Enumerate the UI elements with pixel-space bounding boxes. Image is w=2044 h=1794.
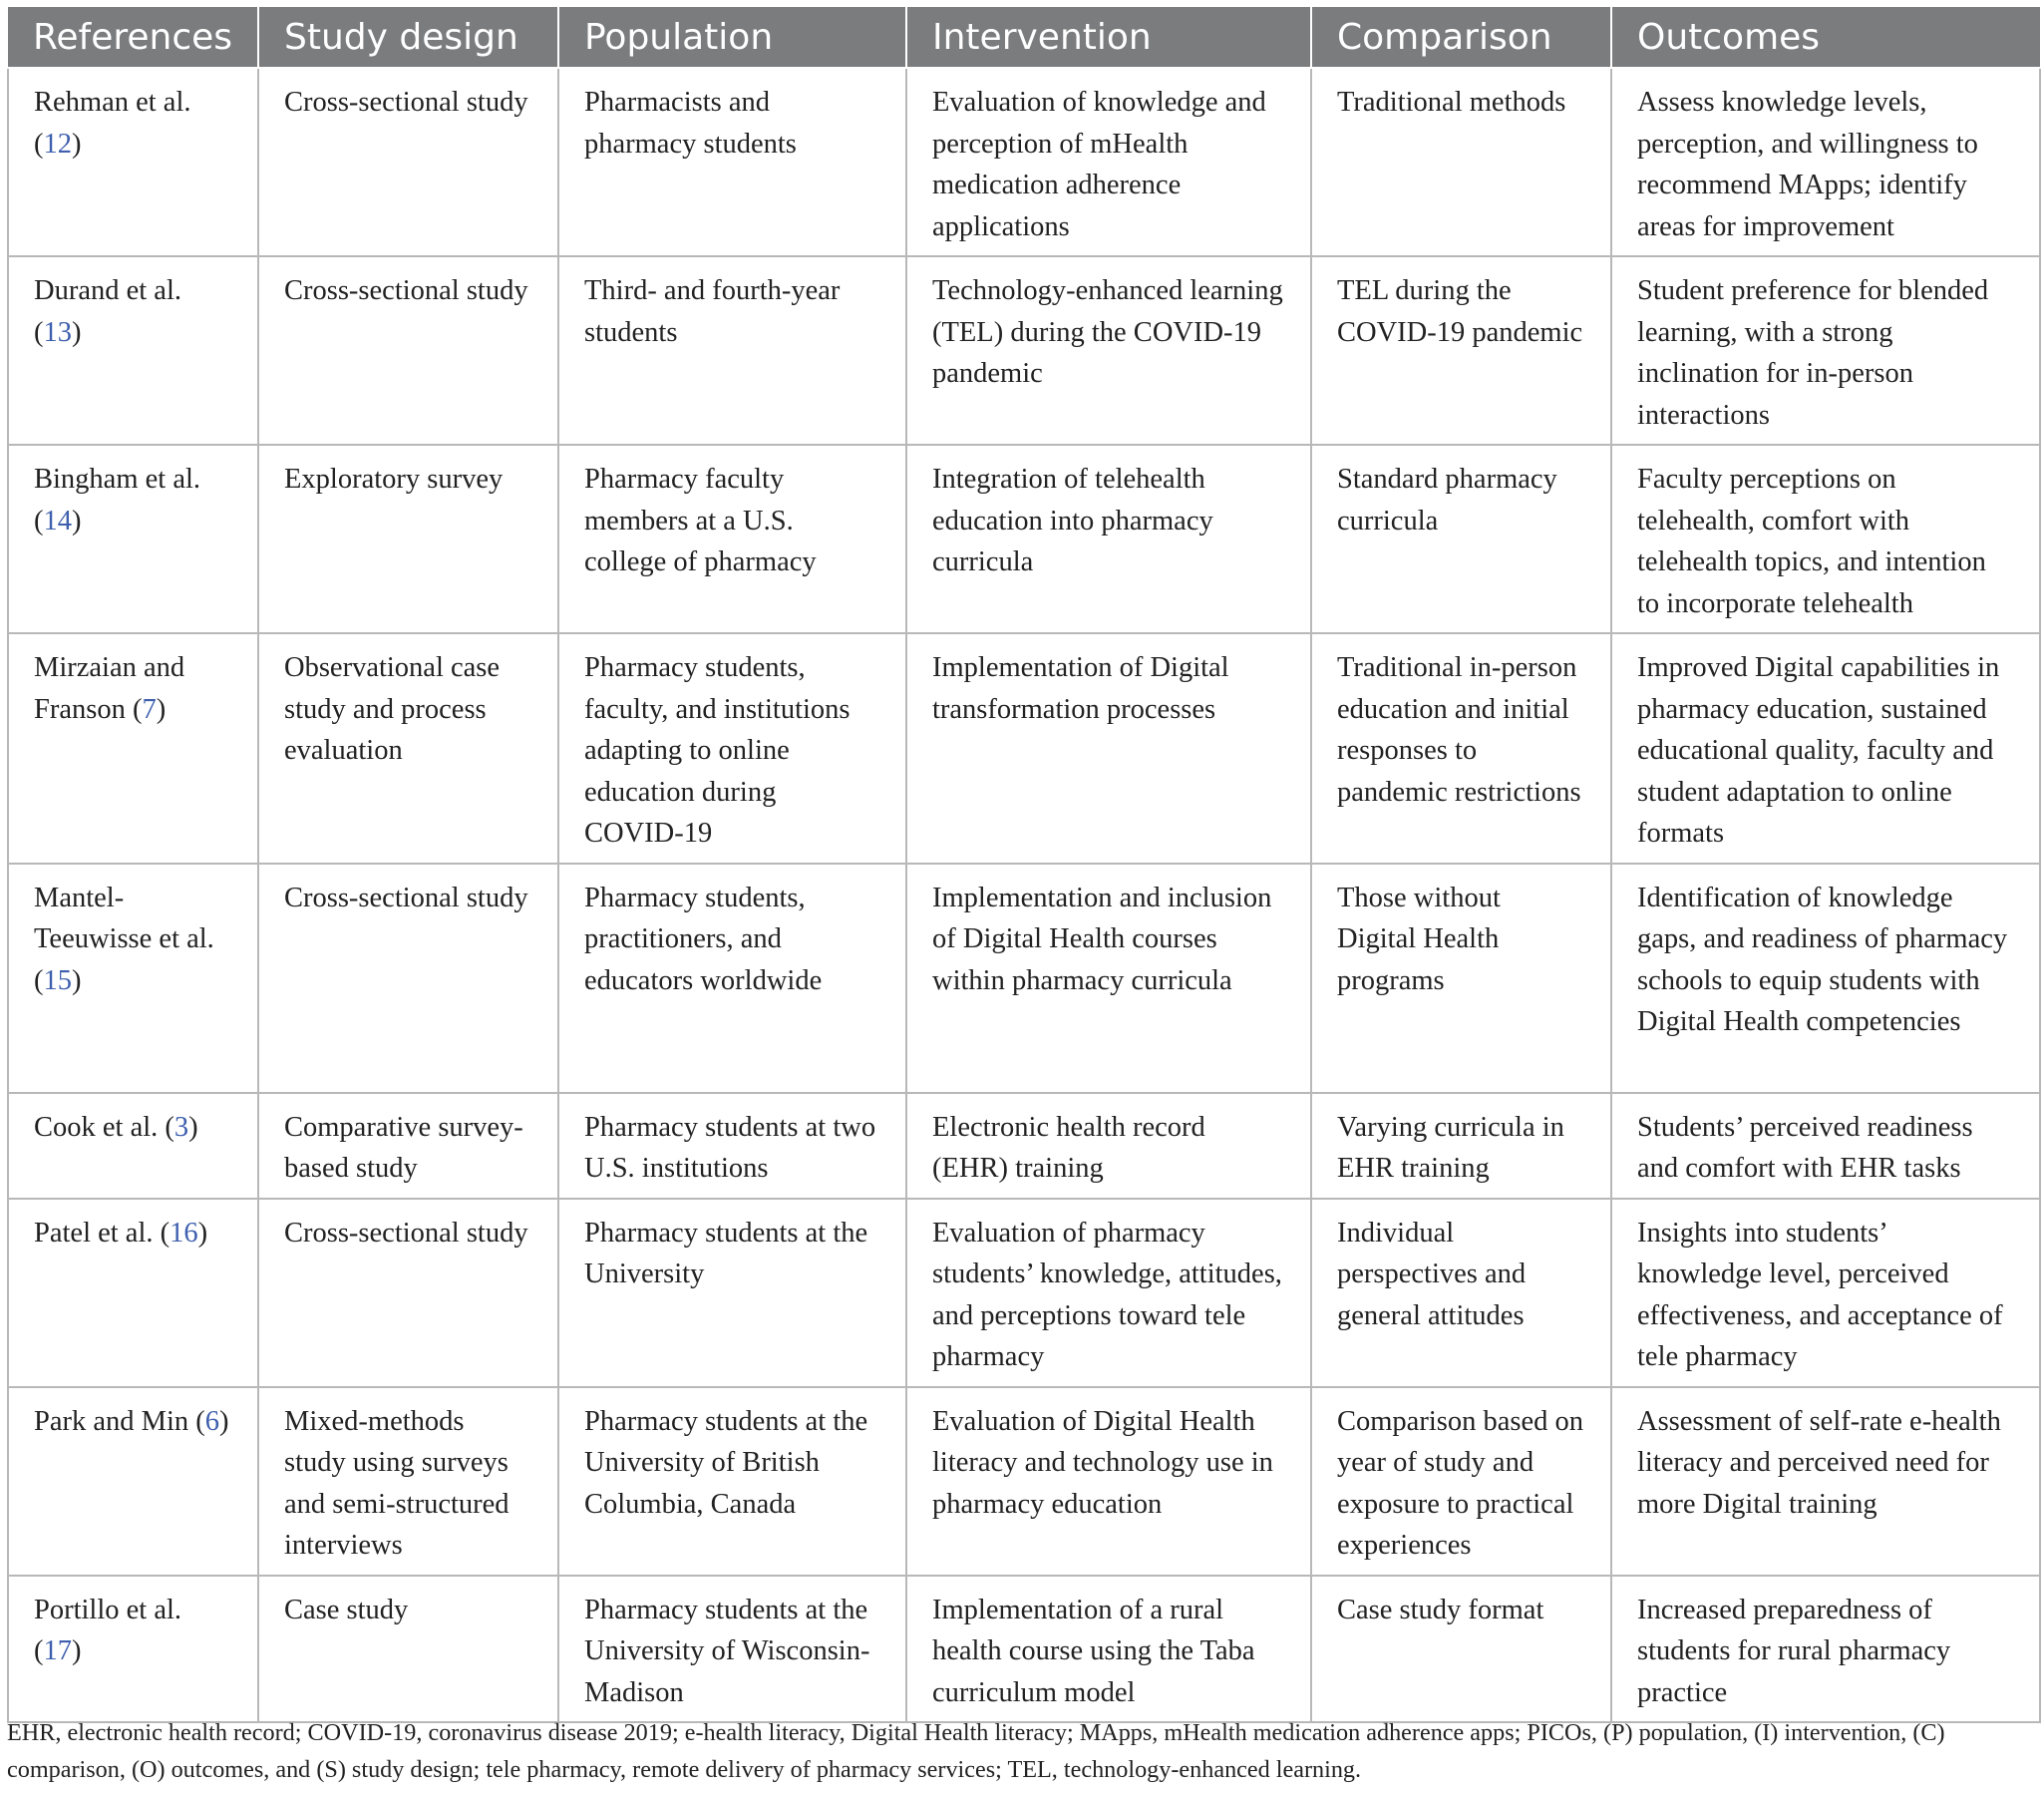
picos-table-container [7,7,2039,1723]
cell-study-design: Cross-sectional study [258,864,558,1093]
cell-outcomes: Assessment of self-rate e-health literacy and perceived need for more Digital training [1611,1387,2040,1576]
picos-table [7,7,2041,1723]
cell-intervention: Implementation of Digital transformation processes [906,633,1311,864]
header-population: Population [558,7,906,68]
header-study-design: Study design [258,7,558,68]
cell-outcomes: Assess knowledge levels, perception, and willingness to recommend MApps; identify areas for improvement [1611,68,2040,256]
cell-reference: Mantel-Teeuwisse et al. (15) [8,864,258,1093]
table-footnote: EHR, electronic health record; COVID-19, coronavirus disease 2019; e-health literacy, Digital Health literacy; MApps, mHealth medication adherence apps; PICOs, (P) population, (I) intervention, (C) comparison, (O) outcomes, and (S) study design; tele pharmacy, remote delivery of pharmacy services; TEL, technology-enhanced learning. [7,1719,1945,1783]
cell-outcomes: Improved Digital capabilities in pharmacy education, sustained educational quality, faculty and student adaptation to online formats [1611,633,2040,864]
cell-study-design: Cross-sectional study [258,68,558,256]
reference-author: Cook et al. [34,1111,159,1143]
reference-number-link[interactable]: 13 [43,316,72,348]
table-row [8,864,2040,1093]
cell-comparison: Individual perspectives and general attitudes [1311,1199,1611,1387]
cell-reference: Cook et al. (3) [8,1093,258,1199]
cell-reference: Durand et al. (13) [8,256,258,445]
cell-comparison: Varying curricula in EHR training [1311,1093,1611,1199]
cell-outcomes: Faculty perceptions on telehealth, comfort with telehealth topics, and intention to incorporate telehealth [1611,445,2040,633]
cell-comparison: Traditional in-person education and initial responses to pandemic restrictions [1311,633,1611,864]
cell-intervention: Integration of telehealth education into pharmacy curricula [906,445,1311,633]
cell-population: Pharmacy students at the University of British Columbia, Canada [558,1387,906,1576]
cell-population: Pharmacy students, faculty, and institutions adapting to online education during COVID-19 [558,633,906,864]
cell-intervention: Implementation of a rural health course using the Taba curriculum model [906,1576,1311,1723]
reference-author: Portillo et al. [34,1594,182,1625]
header-comparison: Comparison [1311,7,1611,68]
cell-outcomes: Students’ perceived readiness and comfort with EHR tasks [1611,1093,2040,1199]
cell-comparison: Comparison based on year of study and exposure to practical experiences [1311,1387,1611,1576]
table-row [8,1093,2040,1199]
reference-number-link[interactable]: 16 [170,1217,198,1249]
table-row [8,633,2040,864]
cell-comparison: Traditional methods [1311,68,1611,256]
cell-reference: Portillo et al. (17) [8,1576,258,1723]
cell-study-design: Mixed-methods study using surveys and semi-structured interviews [258,1387,558,1576]
reference-author: Patel et al. [34,1217,154,1249]
reference-number-link[interactable]: 3 [173,1111,189,1143]
reference-number-link[interactable]: 6 [204,1405,220,1437]
cell-population: Pharmacy students at the University of Wisconsin-Madison [558,1576,906,1723]
table-row [8,1387,2040,1576]
cell-population: Pharmacy students at two U.S. institutions [558,1093,906,1199]
reference-author: Rehman et al. [34,87,191,118]
reference-author: Park and Min [34,1405,189,1437]
table-row [8,256,2040,445]
cell-comparison: Standard pharmacy curricula [1311,445,1611,633]
table-body [8,68,2040,1722]
table-row [8,1576,2040,1723]
cell-outcomes: Student preference for blended learning, with a strong inclination for in-person interactions [1611,256,2040,445]
reference-author: Mantel-Teeuwisse et al. [34,882,214,954]
reference-number-link[interactable]: 14 [43,505,72,537]
table-row [8,1199,2040,1387]
reference-number-link[interactable]: 17 [43,1635,72,1666]
table-row [8,68,2040,256]
cell-reference: Bingham et al. (14) [8,445,258,633]
reference-number-link[interactable]: 7 [142,693,157,725]
cell-reference: Rehman et al. (12) [8,68,258,256]
cell-study-design: Cross-sectional study [258,256,558,445]
cell-population: Pharmacy students at the University [558,1199,906,1387]
cell-intervention: Implementation and inclusion of Digital Health courses within pharmacy curricula [906,864,1311,1093]
cell-study-design: Observational case study and process evaluation [258,633,558,864]
cell-study-design: Comparative survey-based study [258,1093,558,1199]
reference-author: Mirzaian and Franson [34,652,185,725]
cell-intervention: Evaluation of pharmacy students’ knowledge, attitudes, and perceptions toward tele pharmacy [906,1199,1311,1387]
cell-study-design: Case study [258,1576,558,1723]
reference-author: Bingham et al. [34,464,201,495]
cell-population: Pharmacists and pharmacy students [558,68,906,256]
cell-outcomes: Identification of knowledge gaps, and readiness of pharmacy schools to equip students with Digital Health competencies [1611,864,2040,1093]
reference-number-link[interactable]: 12 [43,128,72,160]
cell-intervention: Electronic health record (EHR) training [906,1093,1311,1199]
cell-population: Third- and fourth-year students [558,256,906,445]
cell-intervention: Technology-enhanced learning (TEL) during the COVID-19 pandemic [906,256,1311,445]
header-outcomes: Outcomes [1611,7,2040,68]
cell-reference: Patel et al. (16) [8,1199,258,1387]
cell-population: Pharmacy faculty members at a U.S. college of pharmacy [558,445,906,633]
cell-outcomes: Insights into students’ knowledge level, perceived effectiveness, and acceptance of tele pharmacy [1611,1199,2040,1387]
table-row [8,445,2040,633]
header-intervention: Intervention [906,7,1311,68]
cell-intervention: Evaluation of Digital Health literacy and technology use in pharmacy education [906,1387,1311,1576]
reference-number-link[interactable]: 15 [43,964,72,996]
cell-reference: Park and Min (6) [8,1387,258,1576]
cell-reference: Mirzaian and Franson (7) [8,633,258,864]
cell-population: Pharmacy students, practitioners, and educators worldwide [558,864,906,1093]
cell-intervention: Evaluation of knowledge and perception of mHealth medication adherence applications [906,68,1311,256]
cell-comparison: Those without Digital Health programs [1311,864,1611,1093]
cell-outcomes: Increased preparedness of students for rural pharmacy practice [1611,1576,2040,1723]
cell-study-design: Exploratory survey [258,445,558,633]
header-row [8,7,2040,68]
cell-study-design: Cross-sectional study [258,1199,558,1387]
header-references: References [8,7,258,68]
cell-comparison: Case study format [1311,1576,1611,1723]
cell-comparison: TEL during the COVID-19 pandemic [1311,256,1611,445]
reference-author: Durand et al. [34,275,181,306]
table-header [8,7,2040,68]
